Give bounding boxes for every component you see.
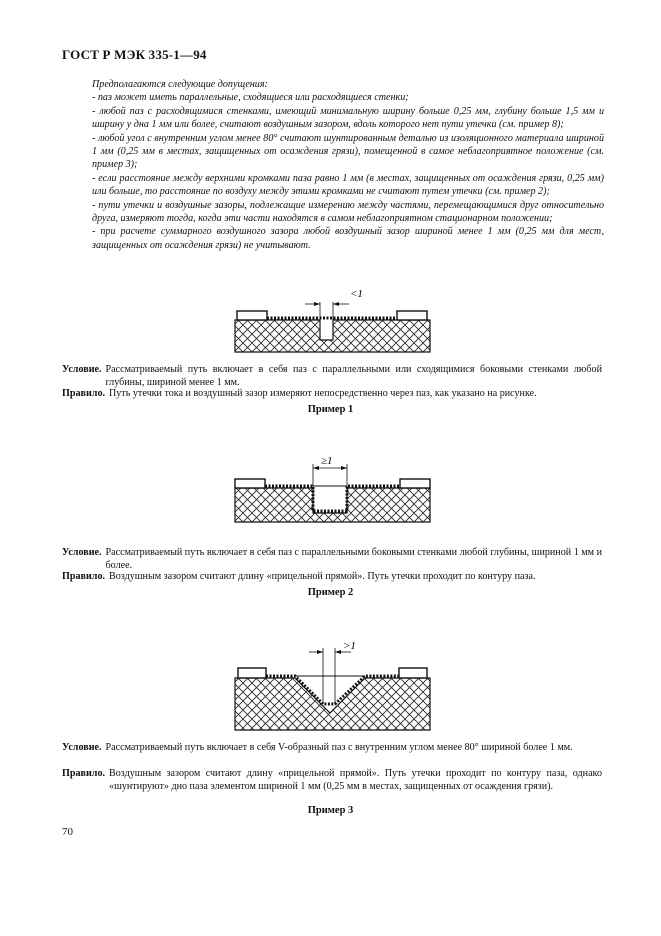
example-1-caption: Пример 1 xyxy=(307,404,354,415)
condition-label: Условие. xyxy=(62,547,102,558)
right-part xyxy=(400,479,430,488)
document-header: ГОСТ Р МЭК 335-1—94 xyxy=(62,47,207,62)
rule-text: Воздушным зазором считают длину «прицельной прямой». Путь утечки проходит по контуру паза, однако «шунтируют» дно паза элементом шириной 1 мм (0,25 мм в местах, защищенных от осаждения грязи). xyxy=(109,768,602,792)
example-3-rule xyxy=(62,767,602,793)
dimension-label: <1 xyxy=(350,288,363,300)
left-part xyxy=(237,311,267,320)
example-3-caption: Пример 3 xyxy=(307,805,354,816)
example-1-figure xyxy=(225,280,440,355)
example-2-condition xyxy=(62,546,602,572)
assumption-item: - паз может иметь параллельные, сходящиеся или расходящиеся стенки; xyxy=(92,92,409,104)
rule-label: Правило. xyxy=(62,768,106,779)
dimension-label: >1 xyxy=(343,640,356,652)
rule-label: Правило. xyxy=(62,571,106,582)
assumption-item: - любой угол с внутренним углом менее 80° считают шунтированным деталью из изоляционного материала шириной 1 мм (0,25 мм в местах, защищенных от осаждения грязи), помещенной в самое неблагоприятное положение (см. пример 3); xyxy=(92,132,604,171)
example-3-condition xyxy=(62,741,602,754)
right-part xyxy=(397,311,427,320)
condition-text: Рассматриваемый путь включает в себя V-образный паз с внутренним углом менее 80° шириной более 1 мм. xyxy=(105,742,573,753)
example-1-rule xyxy=(62,387,602,400)
assumption-item: - при расчете суммарного воздушного зазора любой воздушный зазор шириной менее 1 мм (0,25 мм для мест, защищенных от осаждения грязи) не учитывают. xyxy=(92,226,604,251)
rule-text: Воздушным зазором считают длину «прицельной прямой». Путь утечки проходит по контуру паза. xyxy=(109,571,536,582)
left-part xyxy=(238,668,266,678)
base-block xyxy=(235,320,430,352)
assumptions-text xyxy=(92,78,604,252)
right-part xyxy=(399,668,427,678)
condition-text: Рассматриваемый путь включает в себя паз с параллельными боковыми стенками любой глубины, шириной 1 мм и более. xyxy=(105,547,602,571)
example-2-figure xyxy=(225,450,440,525)
condition-text: Рассматриваемый путь включает в себя паз с параллельными или сходящимися боковыми стенками любой глубины, шириной менее 1 мм. xyxy=(105,364,602,388)
assumption-item: - пути утечки и воздушные зазоры, подлежащие измерению между частями, перемещающимися друг относительно друга, измеряют тогда, когда эти части находятся в самом неблагоприятном стационарном положении; xyxy=(92,199,604,225)
page-number: 70 xyxy=(62,826,73,838)
left-part xyxy=(235,479,265,488)
rule-label: Правило. xyxy=(62,388,106,399)
condition-label: Условие. xyxy=(62,364,102,375)
assumption-item: - любой паз с расходящимися стенками, имеющий минимальную ширину больше 0,25 мм, глубину больше 1,5 мм и ширину у дна 1 мм или более, считают воздушным зазором, вдоль которого нет пути утечки (см. пример 8); xyxy=(92,105,604,131)
condition-label: Условие. xyxy=(62,742,102,753)
example-1-condition xyxy=(62,363,602,389)
assumptions-lead: Предполагаются следующие допущения: xyxy=(92,79,268,90)
example-2-caption: Пример 2 xyxy=(307,587,354,598)
assumption-item: - если расстояние между верхними кромками паза равно 1 мм (в местах, защищенных от осаждения грязи, 0,25 мм) или больше, то расстояние по воздуху между этими кромками не считают путем утечки (см. пример 2); xyxy=(92,172,604,198)
example-2-rule xyxy=(62,570,602,583)
rule-text: Путь утечки тока и воздушный зазор измеряют непосредственно через паз, как указано на рисунке. xyxy=(109,388,537,399)
example-3-figure xyxy=(225,638,440,733)
dimension-label: ≥1 xyxy=(321,455,333,467)
